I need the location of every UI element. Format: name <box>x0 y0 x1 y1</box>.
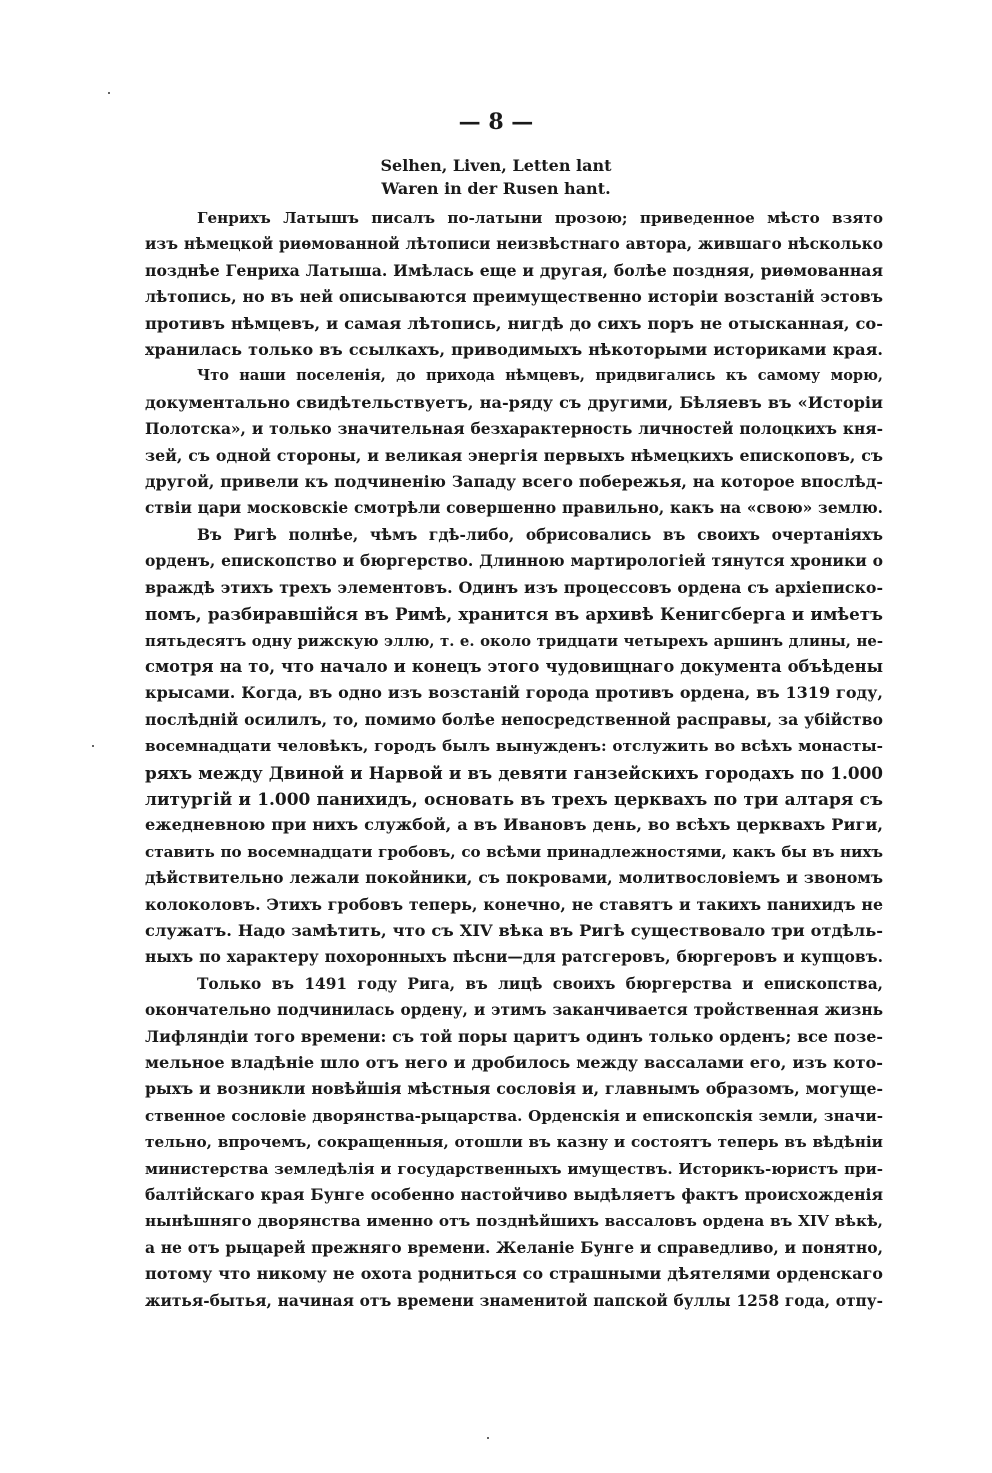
text-line: Генрихъ Латышъ писалъ по-латыни прозою; приведенное мѣсто взято <box>197 209 883 227</box>
text-line: помъ, разбиравшійся въ Римѣ, хранится въ архивѣ Кенигсберга и имѣетъ <box>145 604 883 625</box>
paragraph-4 <box>145 971 883 1314</box>
text-line: служатъ. Надо замѣтить, что съ XIV вѣка въ Ригѣ существовало три отдѣль- <box>145 920 883 940</box>
text-line: крысами. Когда, въ одно изъ возстаній города противъ ордена, въ 1319 году, <box>145 683 883 703</box>
text-line: лѣтопись, но въ ней описываются преимущественно исторіи возстаній эстовъ <box>145 287 883 307</box>
text-line: литургій и 1.000 панихидъ, основать въ трехъ церквахъ по три алтаря съ <box>145 788 883 809</box>
text-line: враждѣ этихъ трехъ элементовъ. Одинъ изъ процессовъ ордена съ архіеписко- <box>145 577 883 597</box>
text-line: дѣйствительно лежали покойники, съ покровами, молитвословіемъ и звономъ <box>145 868 883 888</box>
text-line: Полотска», и только значительная безхарактерность личностей полоцкихъ кня- <box>145 420 883 439</box>
text-line: окончательно подчинилась ордену, и этимъ заканчивается тройственная жизнь <box>145 1001 883 1020</box>
text-line: ствіи цари московскіе смотрѣли совершенно правильно, какъ на «свою» землю. <box>145 499 883 518</box>
text-line: Лифляндіи того времени: съ той поры царитъ одинъ только орденъ; все позе- <box>145 1026 883 1046</box>
text-line: министерства земледѣлія и государственныхъ имуществъ. Историкъ-юристъ при- <box>145 1159 883 1178</box>
paragraph-3 <box>145 522 883 971</box>
text-line: послѣдній осилилъ, то, помимо болѣе непосредственной расправы, за убійство <box>145 709 883 729</box>
text-line: житья-бытья, начиная отъ времени знаменитой папской буллы 1258 года, отпу- <box>145 1291 883 1310</box>
body-text <box>145 205 883 1314</box>
page-number: — 8 — <box>458 109 534 135</box>
text-line: потому что никому не охота родниться со страшными дѣятелями орденскаго <box>145 1264 883 1284</box>
text-line: тельно, впрочемъ, сокращенныя, отошли въ казну и состоятъ теперь въ вѣдѣніи <box>145 1133 883 1152</box>
text-line: смотря на то, что начало и конецъ этого чудовищнаго документа объѣдены <box>145 656 883 676</box>
scan-speck <box>108 92 110 94</box>
text-line: позднѣе Генриха Латыша. Имѣлась еще и другая, болѣе поздняя, риѳмованная <box>145 260 883 280</box>
text-line: ныхъ по характеру похоронныхъ пѣсни—для ратсгеровъ, бюргеровъ и купцовъ. <box>145 947 883 967</box>
text-line: ставить по восемнадцати гробовъ, со всѣми принадлежностями, какъ бы въ нихъ <box>145 842 883 861</box>
text-line: ственное сословіе дворянства-рыцарства. Орденскія и епископскія земли, значи- <box>145 1106 883 1125</box>
text-line: Въ Ригѣ полнѣе, чѣмъ гдѣ-либо, обрисовались въ своихъ очертаніяхъ <box>197 525 883 544</box>
text-line: мельное владѣніе шло отъ него и дробилось между вассалами его, изъ кото- <box>145 1053 883 1072</box>
text-line: орденъ, епископство и бюргерство. Длинною мартирологіей тянутся хроники о <box>145 551 883 571</box>
verse-line-2: Waren in der Rusen hant. <box>381 179 611 198</box>
scan-speck <box>487 1437 489 1439</box>
text-line: зей, съ одной стороны, и великая энергія первыхъ нѣмецкихъ епископовъ, съ <box>145 445 883 465</box>
text-line: ежедневною при нихъ службой, а въ Ивановъ день, во всѣхъ церквахъ Риги, <box>145 815 883 835</box>
verse-line-1: Selhen, Liven, Letten lant <box>380 156 612 175</box>
paragraph-2 <box>145 363 883 521</box>
text-line: Только въ 1491 году Рига, въ лицѣ своихъ бюргерства и епископства, <box>197 974 883 993</box>
text-line: другой, привели къ подчиненію Западу всего побережья, на которое впослѣд- <box>145 472 883 492</box>
text-line: балтійскаго края Бунге особенно настойчиво выдѣляетъ фактъ происхожденія <box>145 1185 883 1205</box>
text-line: колоколовъ. Этихъ гробовъ теперь, конечно, не ставятъ и такихъ панихидъ не <box>145 894 883 914</box>
verse-quote <box>0 154 992 200</box>
text-line: противъ нѣмцевъ, и самая лѣтопись, нигдѣ до сихъ поръ не отысканная, со- <box>145 313 883 333</box>
text-line: пятьдесятъ одну рижскую эллю, т. е. около тридцати четырехъ аршинъ длины, не- <box>145 631 883 650</box>
text-line: документально свидѣтельствуетъ, на-ряду съ другими, Бѣляевъ въ «Исторіи <box>145 392 883 412</box>
scan-speck <box>92 745 94 747</box>
text-line: ряхъ между Двиной и Нарвой и въ девяти ганзейскихъ городахъ по 1.000 <box>145 762 883 783</box>
text-line: а не отъ рыцарей прежняго времени. Желаніе Бунге и справедливо, и понятно, <box>145 1237 883 1257</box>
paragraph-1 <box>145 205 883 363</box>
text-line: рыхъ и возникли новѣйшія мѣстныя сословія и, главнымъ образомъ, могуще- <box>145 1079 883 1099</box>
text-line: Что наши поселенія, до прихода нѣмцевъ, придвигались къ самому морю, <box>197 367 883 385</box>
text-line: восемнадцати человѣкъ, городъ былъ вынужденъ: отслужить во всѣхъ монасты- <box>145 737 883 756</box>
text-line: изъ нѣмецкой риѳмованной лѣтописи неизвѣстнаго автора, жившаго нѣсколько <box>145 235 883 254</box>
text-line: хранилась только въ ссылкахъ, приводимыхъ нѣкоторыми историками края. <box>145 340 883 360</box>
text-line: нынѣшняго дворянства именно отъ позднѣйшихъ вассаловъ ордена въ XIV вѣкѣ, <box>145 1212 883 1231</box>
